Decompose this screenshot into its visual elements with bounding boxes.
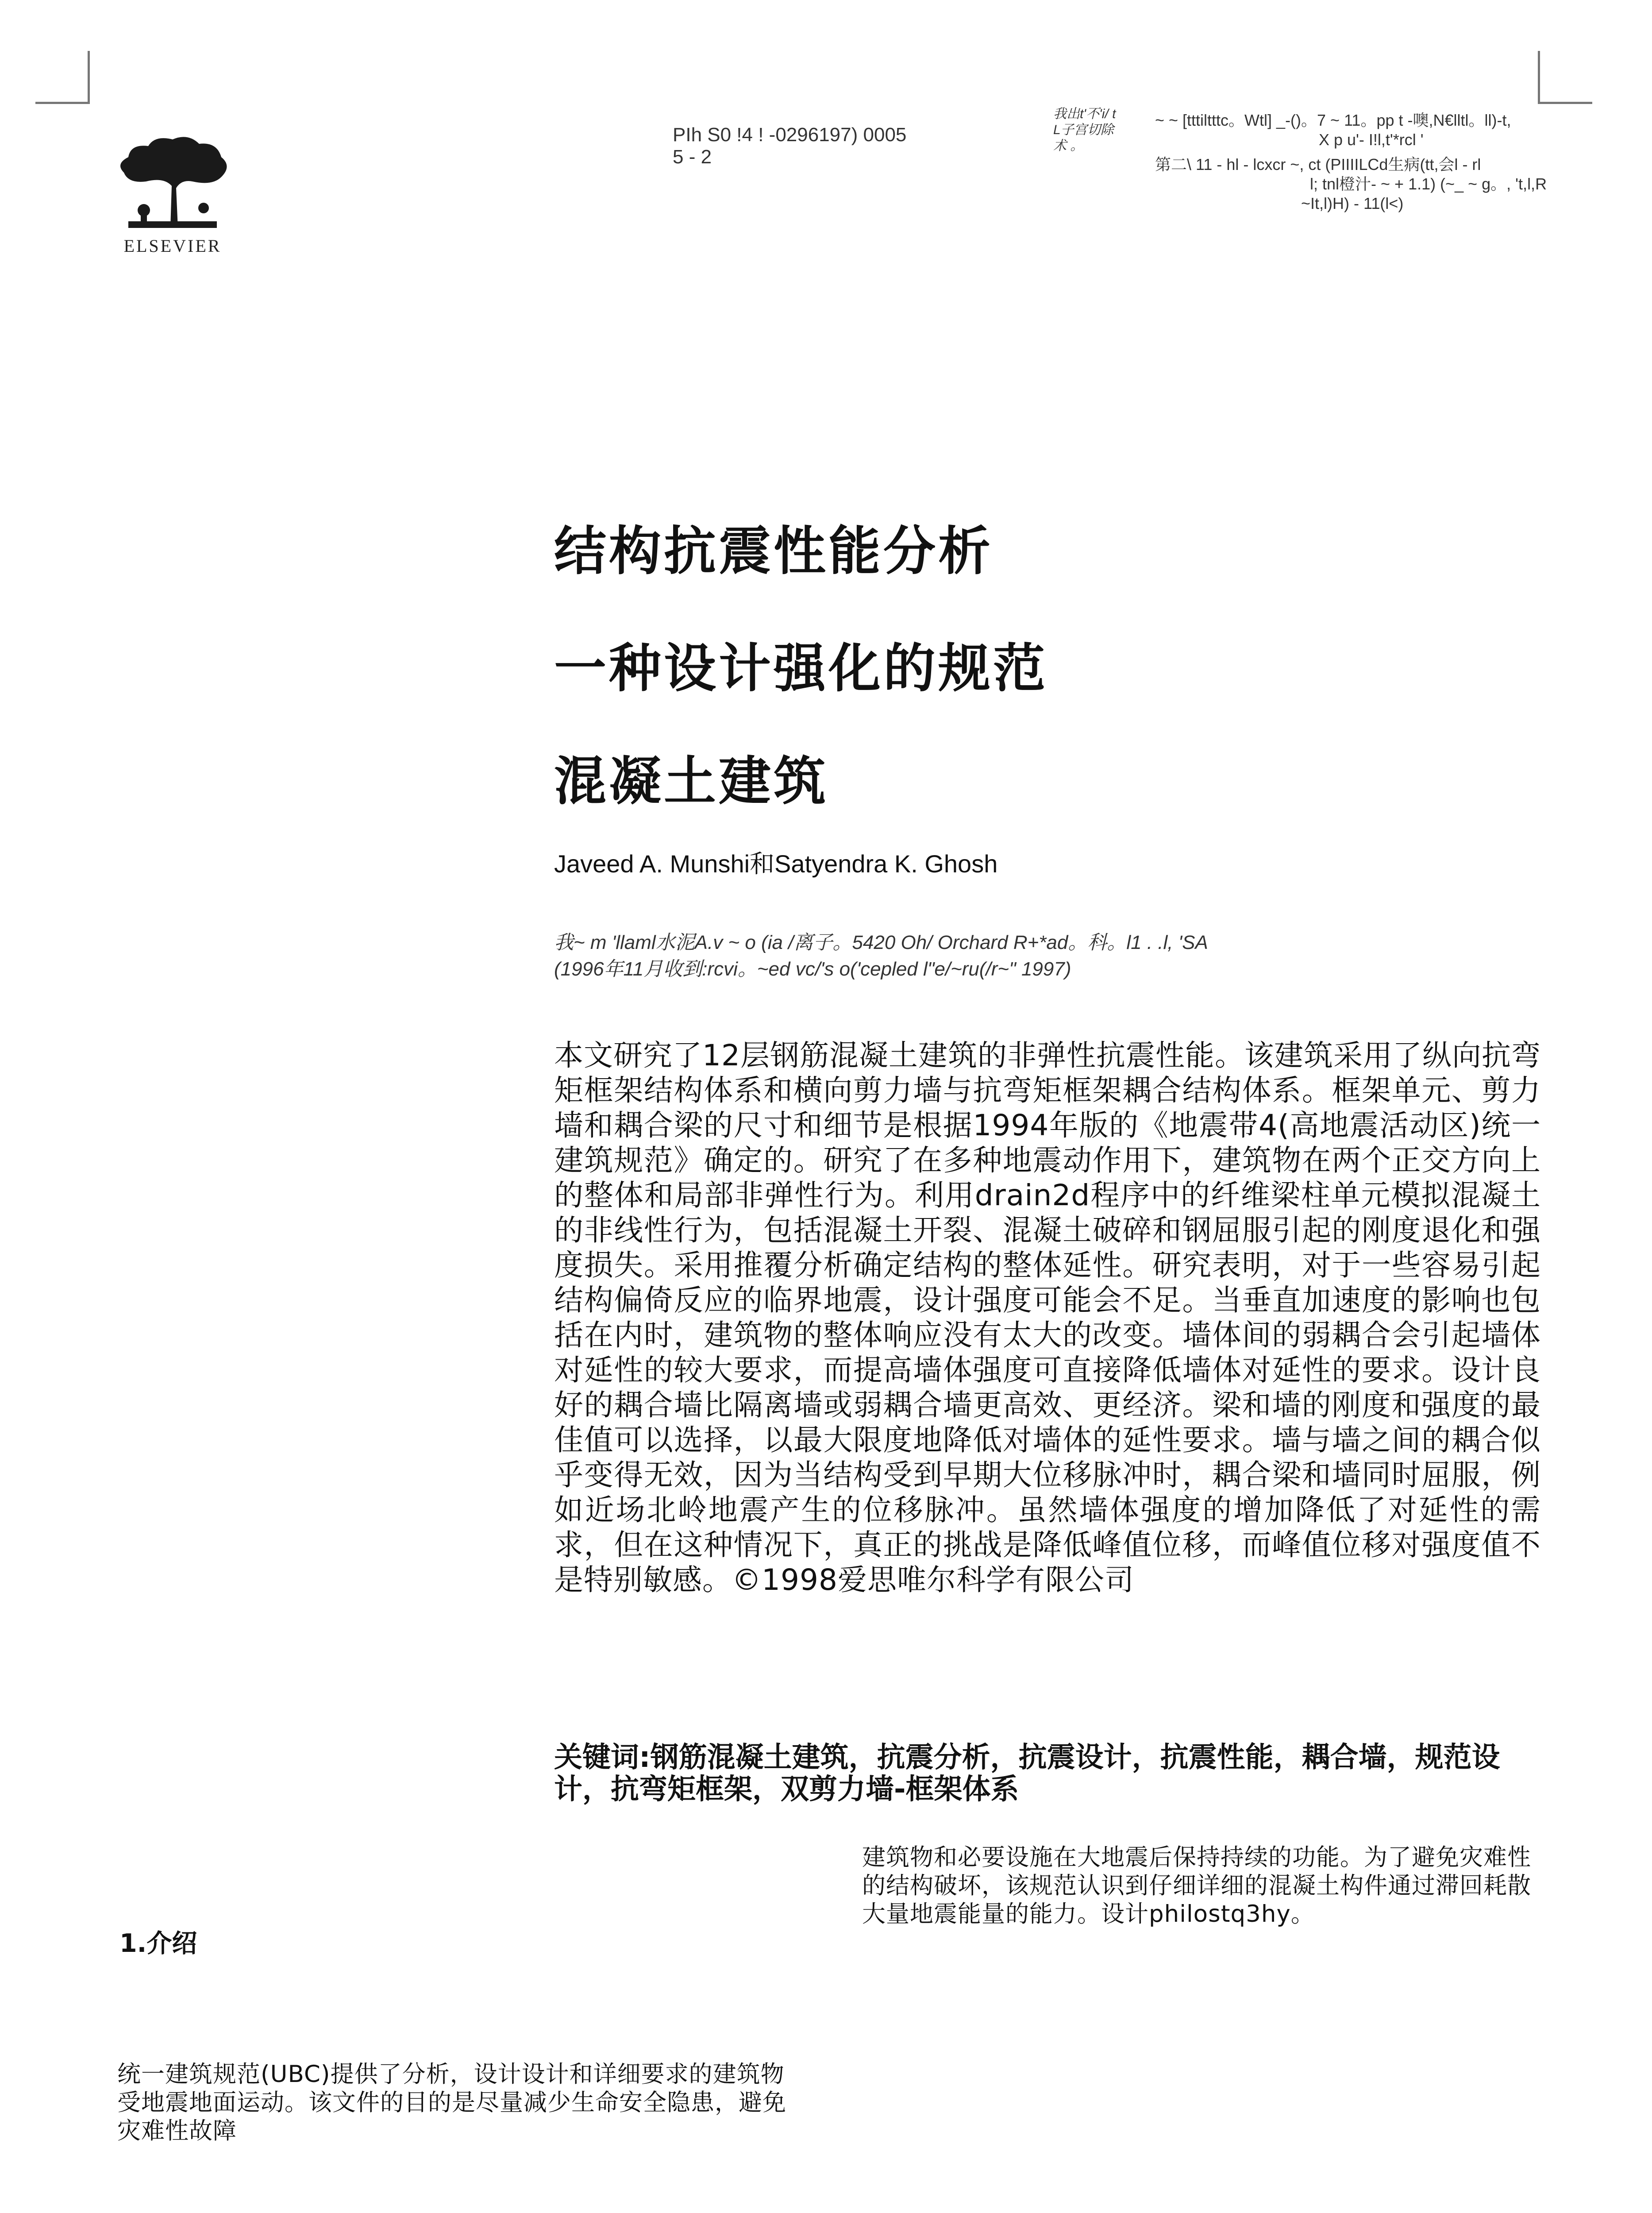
authors: Javeed A. Munshi和Satyendra K. Ghosh	[554, 850, 998, 878]
tree-logo-icon	[111, 133, 235, 230]
journal-info-small-line1: 我出t'不'i/ t	[1053, 107, 1116, 121]
right-column-text: 建筑物和必要设施在大地震后保持持续的功能。为了避免灾难性的结构破坏，该规范认识到仔细详细的混凝土构件通过滞回耗散大量地震能量的能力。设计philostq3hy。	[862, 1844, 1531, 1928]
keywords: 关键词:钢筋混凝土建筑，抗震分析，抗震设计，抗震性能，耦合墙，规范设计，抗弯矩框架，双剪力墙-框架体系	[554, 1741, 1500, 1806]
journal-info-line4: l; tnl橙汁- ~ + 1.1) (~_ ~ g。, 't,l,R	[1310, 175, 1547, 193]
journal-info-line1: ~ ~ [tttiltttc。Wtl] _-()。7 ~ 11。pp t -噢,N€lltl。ll)-t,	[1155, 111, 1511, 129]
article-code	[673, 124, 906, 168]
journal-info-line5: ~It,l)H) - 11(l<)	[1301, 194, 1404, 212]
title-line3: 混凝土建筑	[554, 751, 829, 812]
left-column-text: 统一建筑规范(UBC)提供了分析，设计设计和详细要求的建筑物受地震地面运动。该文件的目的是尽量减少生命安全隐患，避免灾难性故障	[117, 2061, 786, 2144]
journal-info-line3: 第二\ 11 - hl - lcxcr ~, ct (PIIIILCd生病(tt,会l - rl	[1155, 155, 1481, 173]
journal-info-small-line3: 术 。	[1053, 139, 1084, 153]
publisher-name: ELSEVIER	[123, 236, 222, 256]
section-heading-introduction: 1.介绍	[119, 1929, 197, 1958]
crop-mark-tl-h	[35, 102, 89, 104]
journal-info-line2: X p u'- I!l,t'*rcl '	[1319, 131, 1424, 149]
article-code-line2: 5 - 2	[673, 146, 712, 168]
crop-mark-tl-v	[88, 51, 90, 104]
affiliation	[554, 929, 1208, 983]
journal-info-small	[1053, 106, 1116, 154]
journal-info	[1155, 111, 1547, 213]
title-line2: 一种设计强化的规范	[554, 638, 1048, 699]
affiliation-line2: (1996年11月收到:rcvi。~ed vc/'s o('cepled l"e/~ru(/r~" 1997)	[554, 958, 1071, 980]
crop-mark-tr-v	[1538, 51, 1540, 104]
article-code-line1: PIh S0 !4 ! -0296197) 0005	[673, 124, 907, 146]
crop-mark-tr-h	[1539, 102, 1592, 104]
publisher-logo	[111, 133, 235, 257]
affiliation-line1: 我~ m 'llaml水泥A.v ~ o (ia /离子。5420 Oh/ Orchard R+*ad。科。l1 . .l, 'SA	[554, 932, 1208, 953]
journal-info-small-line2: L子宫切除	[1053, 123, 1114, 137]
title-line1: 结构抗震性能分析	[554, 520, 994, 582]
abstract: 本文研究了12层钢筋混凝土建筑的非弹性抗震性能。该建筑采用了纵向抗弯矩框架结构体系和横向剪力墙与抗弯矩框架耦合结构体系。框架单元、剪力墙和耦合梁的尺寸和细节是根据1994年版的《地震带4(高地震活动区)统一建筑规范》确定的。研究了在多种地震动作用下，建筑物在两个正交方向上的整体和局部非弹性行为。利用drain2d程序中的纤维梁柱单元模拟混凝土的非线性行为，包括混凝土开裂、混凝土破碎和钢屈服引起的刚度退化和强度损失。采用推覆分析确定结构的整体延性。研究表明，对于一些容易引起结构偏倚反应的临界地震，设计强度可能会不足。当垂直加速度的影响也包括在内时，建筑物的整体响应没有太大的改变。墙体间的弱耦合会引起墙体对延性的较大要求，而提高墙体强度可直接降低墙体对延性的要求。设计良好的耦合墙比隔离墙或弱耦合墙更高效、更经济。梁和墙的刚度和强度的最佳值可以选择，以最大限度地降低对墙体的延性要求。墙与墙之间的耦合似乎变得无效，因为当结构受到早期大位移脉冲时，耦合梁和墙同时屈服，例如近场北岭地震产生的位移脉冲。虽然墙体强度的增加降低了对延性的需求，但在这种情况下，真正的挑战是降低峰值位移，而峰值位移对强度值不是特别敏感。©1998爱思唯尔科学有限公司	[554, 1038, 1541, 1597]
